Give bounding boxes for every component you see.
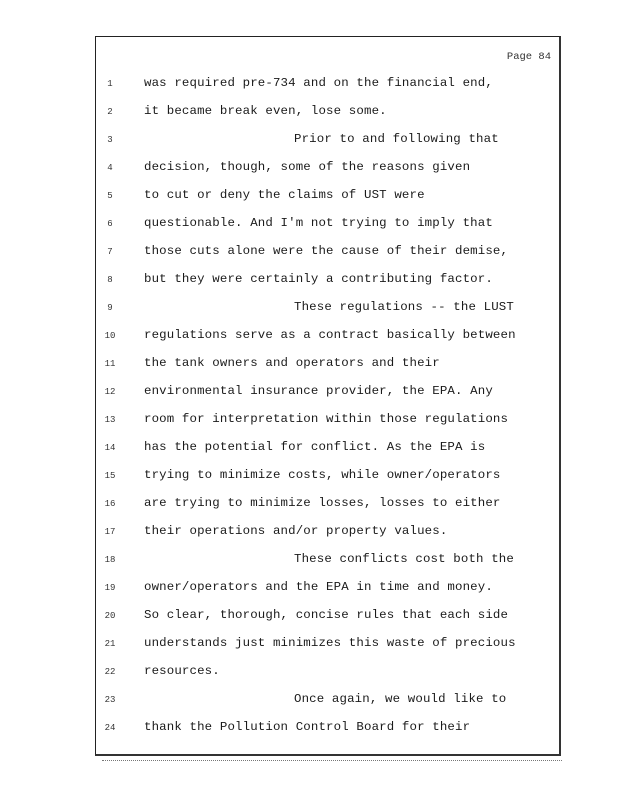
transcript-line (96, 524, 559, 544)
transcript-line (96, 608, 559, 628)
transcript-line (96, 216, 559, 236)
line-number: 14 (104, 443, 116, 453)
line-text: the tank owners and operators and their (144, 356, 440, 370)
transcript-line (96, 328, 559, 348)
line-text: room for interpretation within those regulations (144, 412, 509, 426)
line-number: 1 (107, 79, 113, 89)
transcript-line (96, 76, 559, 96)
line-number: 12 (104, 387, 116, 397)
transcript-line (96, 412, 559, 432)
footer-rule (102, 760, 562, 761)
line-text: These conflicts cost both the (294, 552, 514, 566)
line-number: 18 (104, 555, 116, 565)
line-text: regulations serve as a contract basically between (144, 328, 516, 342)
line-text: So clear, thorough, concise rules that each side (144, 608, 509, 622)
line-number: 2 (107, 107, 113, 117)
transcript-line (96, 188, 559, 208)
line-text: understands just minimizes this waste of precious (144, 636, 516, 650)
line-number: 3 (107, 135, 113, 145)
line-number: 7 (107, 247, 113, 257)
line-number: 16 (104, 499, 116, 509)
line-text: thank the Pollution Control Board for their (144, 720, 471, 734)
transcript-line (96, 356, 559, 376)
transcript-line (96, 552, 559, 572)
line-text: was required pre-734 and on the financial end, (144, 76, 493, 90)
transcript-line (96, 384, 559, 404)
line-number: 19 (104, 583, 116, 593)
line-text: those cuts alone were the cause of their demise, (144, 244, 509, 258)
transcript-line (96, 692, 559, 712)
line-text: environmental insurance provider, the EPA. Any (144, 384, 493, 398)
line-text: it became break even, lose some. (144, 104, 387, 118)
line-number: 20 (104, 611, 116, 621)
transcript-line (96, 496, 559, 516)
line-number: 21 (104, 639, 116, 649)
transcript-line (96, 160, 559, 180)
line-text: has the potential for conflict. As the EPA is (144, 440, 486, 454)
transcript-line (96, 440, 559, 460)
line-number: 5 (107, 191, 113, 201)
transcript-page (95, 36, 561, 756)
line-number: 15 (104, 471, 116, 481)
transcript-line (96, 104, 559, 124)
line-number: 13 (104, 415, 116, 425)
line-text: owner/operators and the EPA in time and money. (144, 580, 493, 594)
transcript-line (96, 244, 559, 264)
line-number: 9 (107, 303, 113, 313)
line-text: are trying to minimize losses, losses to either (144, 496, 501, 510)
transcript-line (96, 664, 559, 684)
line-number: 4 (107, 163, 113, 173)
transcript-line (96, 132, 559, 152)
page-number: Page 84 (506, 51, 551, 63)
line-text: Prior to and following that (294, 132, 499, 146)
line-number: 17 (104, 527, 116, 537)
line-text: decision, though, some of the reasons given (144, 160, 471, 174)
line-text: These regulations -- the LUST (294, 300, 514, 314)
transcript-line (96, 468, 559, 488)
transcript-line (96, 272, 559, 292)
line-text: their operations and/or property values. (144, 524, 448, 538)
transcript-line (96, 580, 559, 600)
line-text: trying to minimize costs, while owner/operators (144, 468, 501, 482)
line-number: 6 (107, 219, 113, 229)
line-text: questionable. And I'm not trying to imply that (144, 216, 493, 230)
transcript-line (96, 720, 559, 740)
line-number: 23 (104, 695, 116, 705)
line-number: 8 (107, 275, 113, 285)
line-number: 24 (104, 723, 116, 733)
line-text: but they were certainly a contributing factor. (144, 272, 493, 286)
line-number: 10 (104, 331, 116, 341)
line-text: Once again, we would like to (294, 692, 507, 706)
line-text: to cut or deny the claims of UST were (144, 188, 425, 202)
line-text: resources. (144, 664, 220, 678)
transcript-line (96, 300, 559, 320)
transcript-line (96, 636, 559, 656)
line-number: 11 (104, 359, 116, 369)
line-number: 22 (104, 667, 116, 677)
